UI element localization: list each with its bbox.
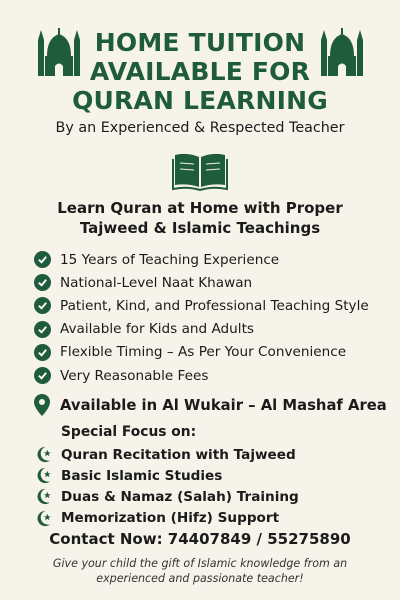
focus-text: Quran Recitation with Tajweed bbox=[61, 446, 296, 463]
check-circle-icon bbox=[34, 297, 51, 314]
list-item bbox=[34, 294, 394, 317]
check-circle-icon bbox=[34, 251, 51, 268]
list-item bbox=[34, 465, 394, 486]
check-circle-icon bbox=[34, 321, 51, 338]
footer-line-2: experienced and passionate teacher! bbox=[96, 572, 304, 585]
check-circle-icon bbox=[34, 274, 51, 291]
list-item bbox=[34, 271, 394, 294]
intro-line-2: Tajweed & Islamic Teachings bbox=[79, 219, 321, 237]
page-title bbox=[0, 28, 400, 115]
location-pin-icon bbox=[34, 394, 50, 416]
list-item bbox=[34, 486, 394, 507]
special-focus-list bbox=[34, 444, 394, 529]
list-item bbox=[34, 444, 394, 465]
feature-list bbox=[34, 248, 394, 387]
feature-text: Patient, Kind, and Professional Teaching Style bbox=[60, 297, 369, 314]
intro-line-1: Learn Quran at Home with Proper bbox=[57, 199, 343, 217]
open-book-icon bbox=[172, 151, 228, 191]
crescent-star-icon bbox=[34, 509, 53, 528]
feature-text: Flexible Timing – As Per Your Convenience bbox=[60, 344, 347, 361]
feature-text: Very Reasonable Fees bbox=[60, 367, 209, 384]
focus-text: Basic Islamic Studies bbox=[61, 467, 223, 484]
title-line-2: AVAILABLE FOR bbox=[89, 57, 311, 86]
focus-text: Duas & Namaz (Salah) Training bbox=[61, 488, 299, 505]
check-circle-icon bbox=[34, 344, 51, 361]
list-item bbox=[34, 248, 394, 271]
footer-line-1: Give your child the gift of Islamic knowledge from an bbox=[52, 557, 348, 570]
location-line bbox=[34, 394, 394, 416]
intro-heading bbox=[0, 198, 400, 238]
list-item bbox=[34, 318, 394, 341]
feature-text: National-Level Naat Khawan bbox=[60, 274, 253, 291]
list-item bbox=[34, 341, 394, 364]
crescent-star-icon bbox=[34, 466, 53, 485]
list-item bbox=[34, 364, 394, 387]
location-text: Available in Al Wukair – Al Mashaf Area bbox=[60, 396, 387, 414]
check-circle-icon bbox=[34, 367, 51, 384]
contact-line: Contact Now: 74407849 / 55275890 bbox=[49, 530, 351, 548]
crescent-star-icon bbox=[34, 445, 53, 464]
feature-text: 15 Years of Teaching Experience bbox=[60, 251, 280, 268]
feature-text: Available for Kids and Adults bbox=[60, 321, 254, 338]
footer-tagline bbox=[0, 556, 400, 586]
title-line-1: HOME TUITION bbox=[94, 28, 306, 57]
special-focus-title: Special Focus on: bbox=[61, 424, 197, 440]
subtitle: By an Experienced & Respected Teacher bbox=[55, 120, 345, 136]
list-item bbox=[34, 508, 394, 529]
crescent-star-icon bbox=[34, 487, 53, 506]
title-line-3: QURAN LEARNING bbox=[72, 86, 328, 115]
focus-text: Memorization (Hifz) Support bbox=[61, 510, 280, 527]
